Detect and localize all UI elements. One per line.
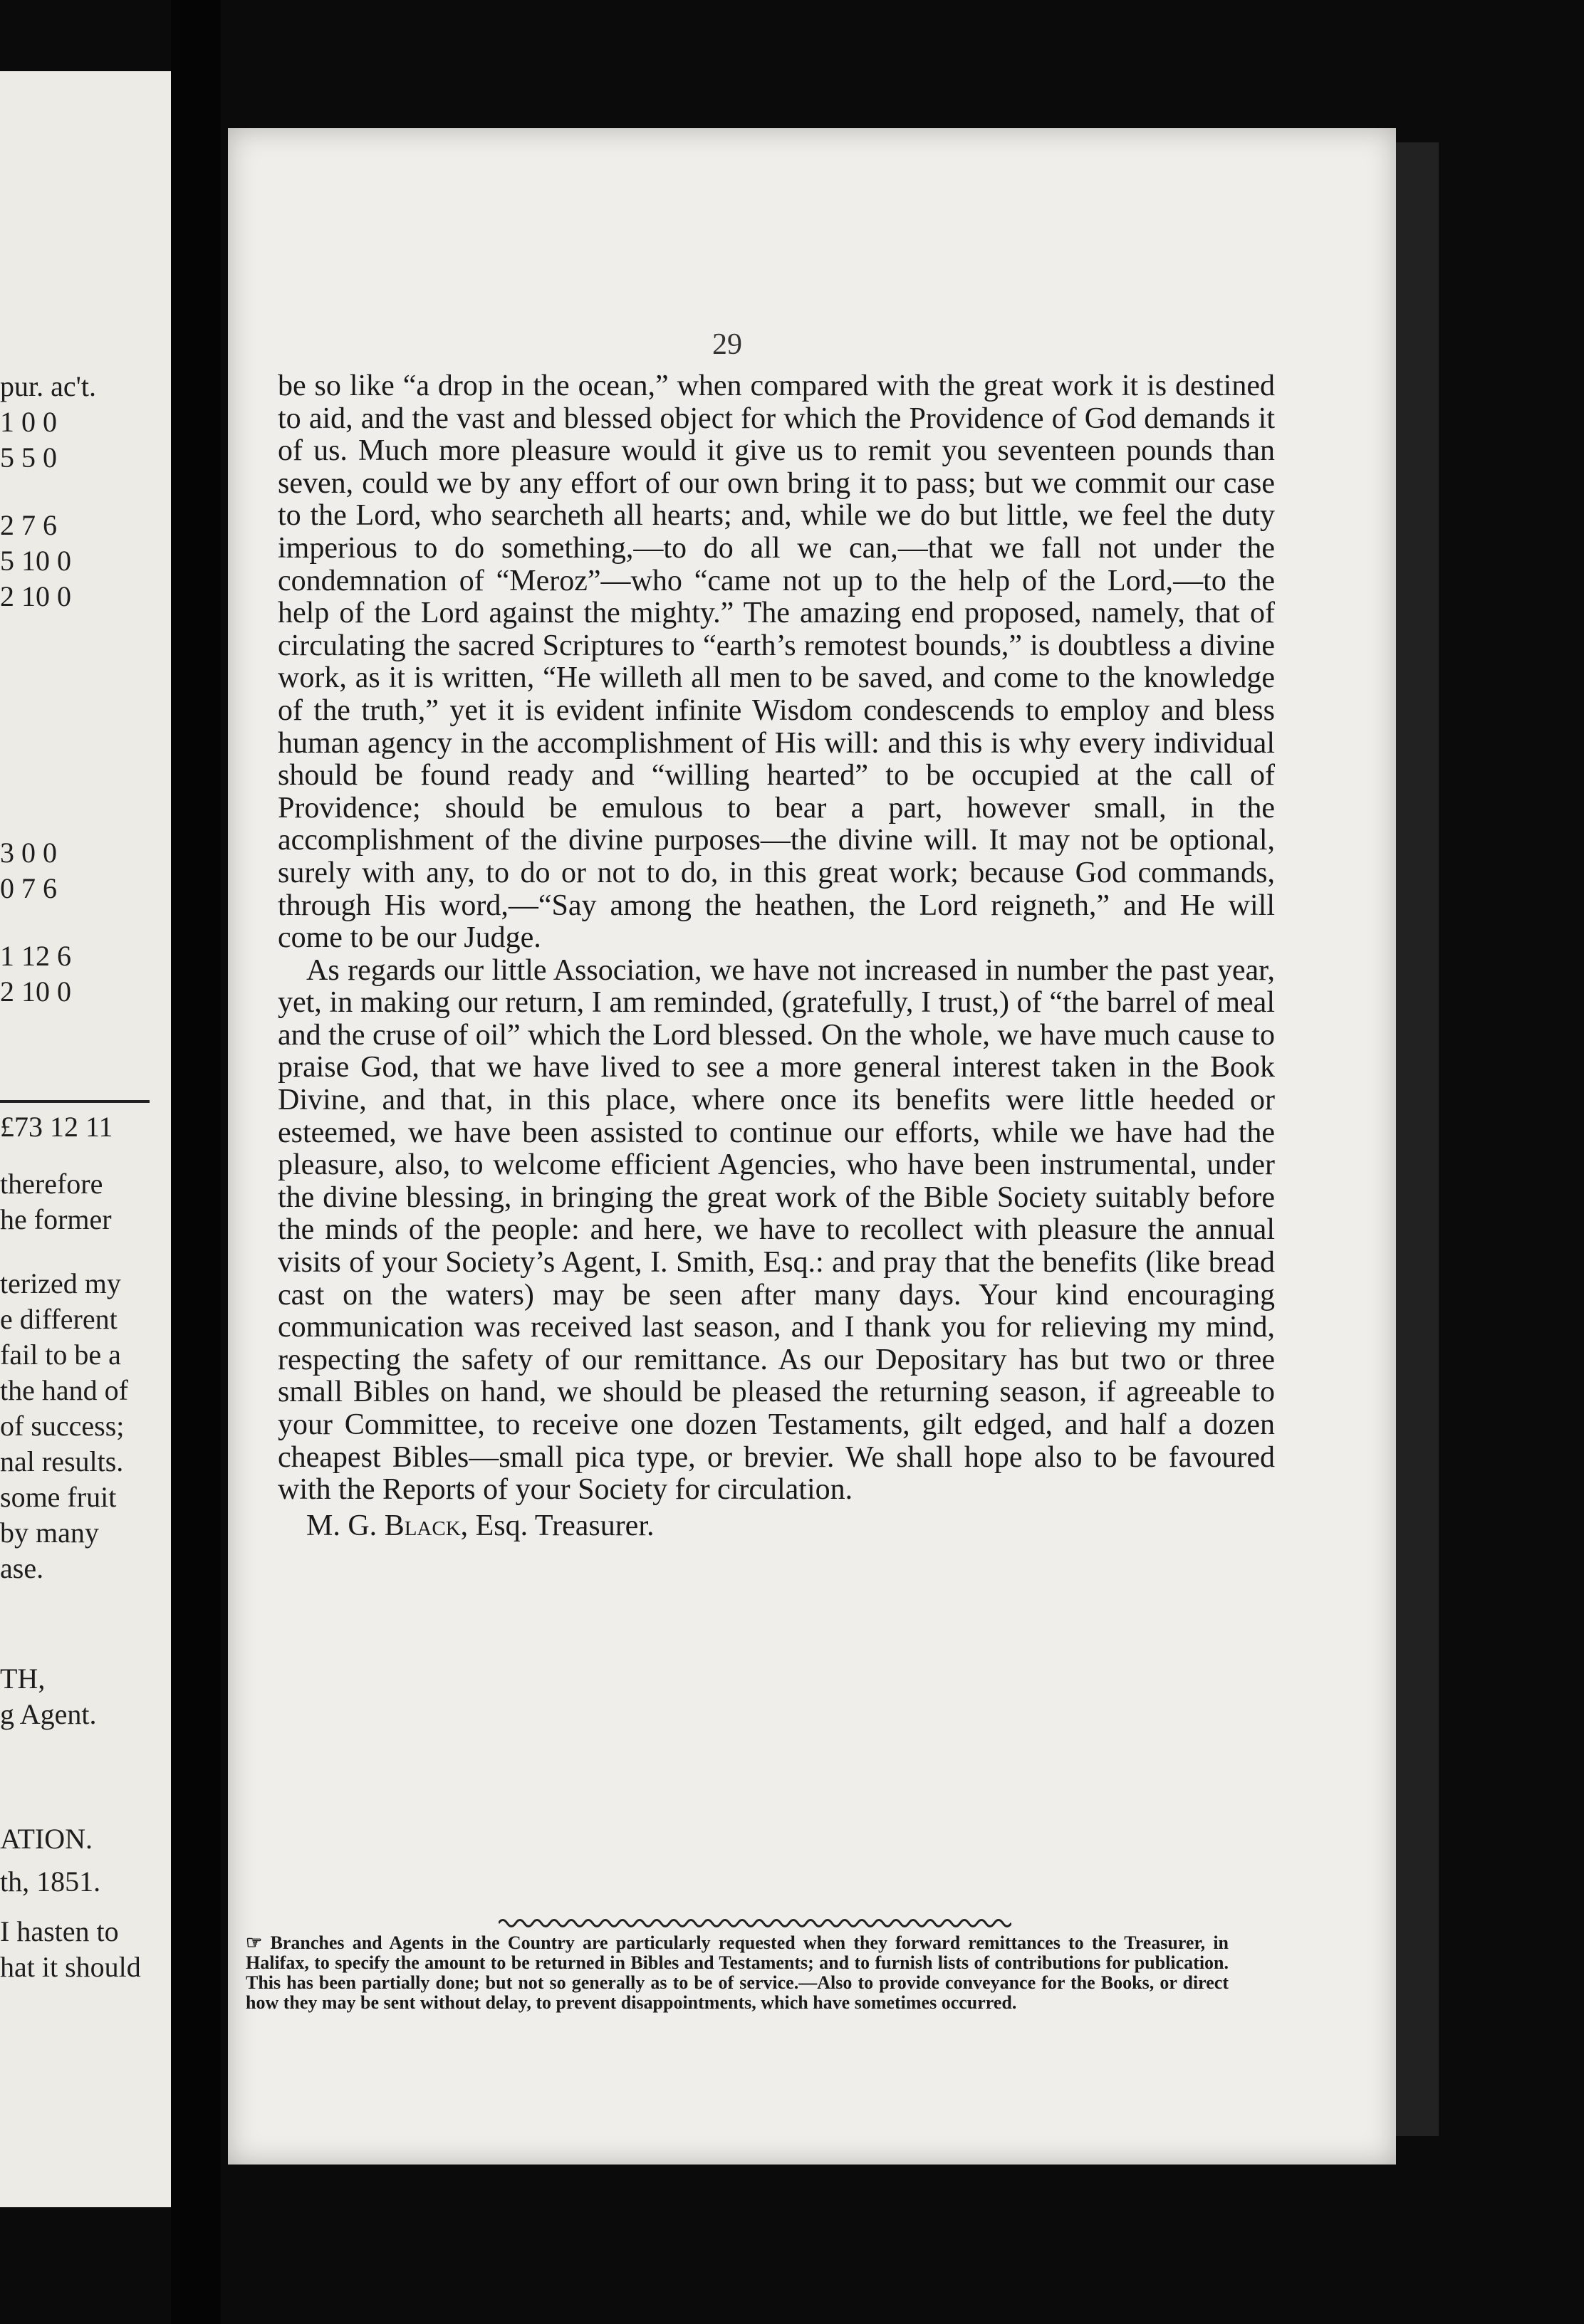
left-page-line: 1 0 0 bbox=[0, 406, 57, 438]
signature-title: , Esq. Treasurer. bbox=[460, 1509, 655, 1542]
signature bbox=[278, 1509, 1275, 1542]
left-page-line: 0 7 6 bbox=[0, 872, 57, 904]
left-page-line: nal results. bbox=[0, 1445, 124, 1477]
book-gutter bbox=[171, 0, 221, 2324]
left-page-line: g Agent. bbox=[0, 1698, 97, 1730]
left-page-line: 2 7 6 bbox=[0, 509, 57, 541]
signature-surname: Black bbox=[384, 1509, 461, 1542]
wavy-divider bbox=[499, 1915, 1011, 1931]
paragraph-2: As regards our little Association, we have not increased in number the past year, yet, in making our return, I am reminded, (gratefully, I trust,) of “the barrel of meal and the cruse of oil” which the Lord blessed. On the whole, we have much cause to praise God, that we have lived to see a more general interest taken in the Book Divine, and that, in this place, where once its benefits were little heeded or esteemed, we have been assisted to continue our efforts, while we have had the pleasure, also, to welcome efficient Agencies, who have been instrumental, under the divine blessing, in bringing the great work of the Bible Society suitably before the minds of the people: and here, we have to recollect with pleasure the annual visits of your Society’s Agent, I. Smith, Esq.: and pray that the benefits (like bread cast on the waters) may be seen after many days. Your kind encouraging communication was received last season, and I thank you for relieving my mind, respecting the safety of our remittance. As our Depositary has but two or three small Bibles on hand, we should be pleased the returning season, if agreeable to your Committee, to receive one dozen Testaments, gilt edged, and half a dozen cheapest Bibles—small pica type, or brevier. We shall hope also to be favoured with the Reports of your Society for circulation. bbox=[278, 953, 1275, 1507]
left-page-line: therefore bbox=[0, 1168, 103, 1200]
left-page-line: TH, bbox=[0, 1663, 46, 1695]
left-page-line: 1 12 6 bbox=[0, 940, 71, 972]
left-page-line: hat it should bbox=[0, 1951, 141, 1983]
left-page-line: of success; bbox=[0, 1410, 125, 1442]
left-page-line: th, 1851. bbox=[0, 1865, 101, 1898]
left-page-line: the hand of bbox=[0, 1374, 128, 1406]
left-page-line: 5 5 0 bbox=[0, 441, 57, 473]
paragraph-1: be so like “a drop in the ocean,” when compared with the great work it is destined to aid, and the vast and blessed object for which the Providence of God demands it of us. Much more pleasure would it give us to remit you seventeen pounds than seven, could we by any effort of our own bring it to pass; but we commit our case to the Lord, who searcheth all hearts; and, while we do but little, we feel the duty imperious to do something,—to do all we can,—that we fall not under the condemnation of “Meroz”—who “came not up to the help of the Lord,—to the help of the Lord against the mighty.” The amazing end proposed, namely, that of circulating the sacred Scriptures to “earth’s remotest bounds,” is doubtless a divine work, as it is written, “He willeth all men to be saved, and come to the knowledge of the truth,” yet it is evident infinite Wisdom condescends to employ and bless human agency in the accomplishment of His will: and this is why every individual should be found ready and “willing hearted” to be occupied at the call of Providence; should be emulous to bear a part, however small, in the accomplishment of the divine purposes—the divine will. It may not be optional, surely with any, to do or not to do, in this great work; because God commands, through His word,—“Say among the heathen, the Lord reigneth,” and He will come to be our Judge. bbox=[278, 370, 1275, 955]
left-page-line: ATION. bbox=[0, 1823, 93, 1855]
left-page-line: some fruit bbox=[0, 1481, 117, 1513]
left-page-line: 3 0 0 bbox=[0, 837, 57, 869]
left-page-line: he former bbox=[0, 1203, 112, 1235]
left-page-line: I hasten to bbox=[0, 1915, 119, 1947]
total-rule bbox=[0, 1100, 150, 1103]
left-page-line: 2 10 0 bbox=[0, 580, 71, 612]
left-page-line: e different bbox=[0, 1303, 118, 1335]
left-page-line: by many bbox=[0, 1517, 99, 1549]
left-page-line: ase. bbox=[0, 1552, 44, 1584]
letter-body bbox=[278, 370, 1275, 1542]
left-page-line: 5 10 0 bbox=[0, 545, 71, 577]
page-number: 29 bbox=[712, 328, 742, 361]
footnote: ☞ Branches and Agents in the Country are particularly requested when they forward remittances to the Treasurer, in Halifax, to specify the amount to be returned in Bibles and Testaments; and to furnish lists of contributions for publication. This has been partially done; but not so generally as to be of service.—Also to provide conveyance for the Books, or direct how they may be sent without delay, to prevent disappointments, which have sometimes occurred. bbox=[246, 1932, 1229, 2013]
left-page-line: pur. ac't. bbox=[0, 370, 96, 402]
left-page-line: fail to be a bbox=[0, 1339, 121, 1371]
left-page-line: terized my bbox=[0, 1267, 121, 1299]
book-edge bbox=[1396, 142, 1439, 2136]
signature-initials: M. G. bbox=[306, 1509, 385, 1542]
left-page-line: 2 10 0 bbox=[0, 975, 71, 1007]
left-page-fragment bbox=[0, 71, 171, 2207]
left-page-line: £73 12 11 bbox=[0, 1111, 113, 1143]
